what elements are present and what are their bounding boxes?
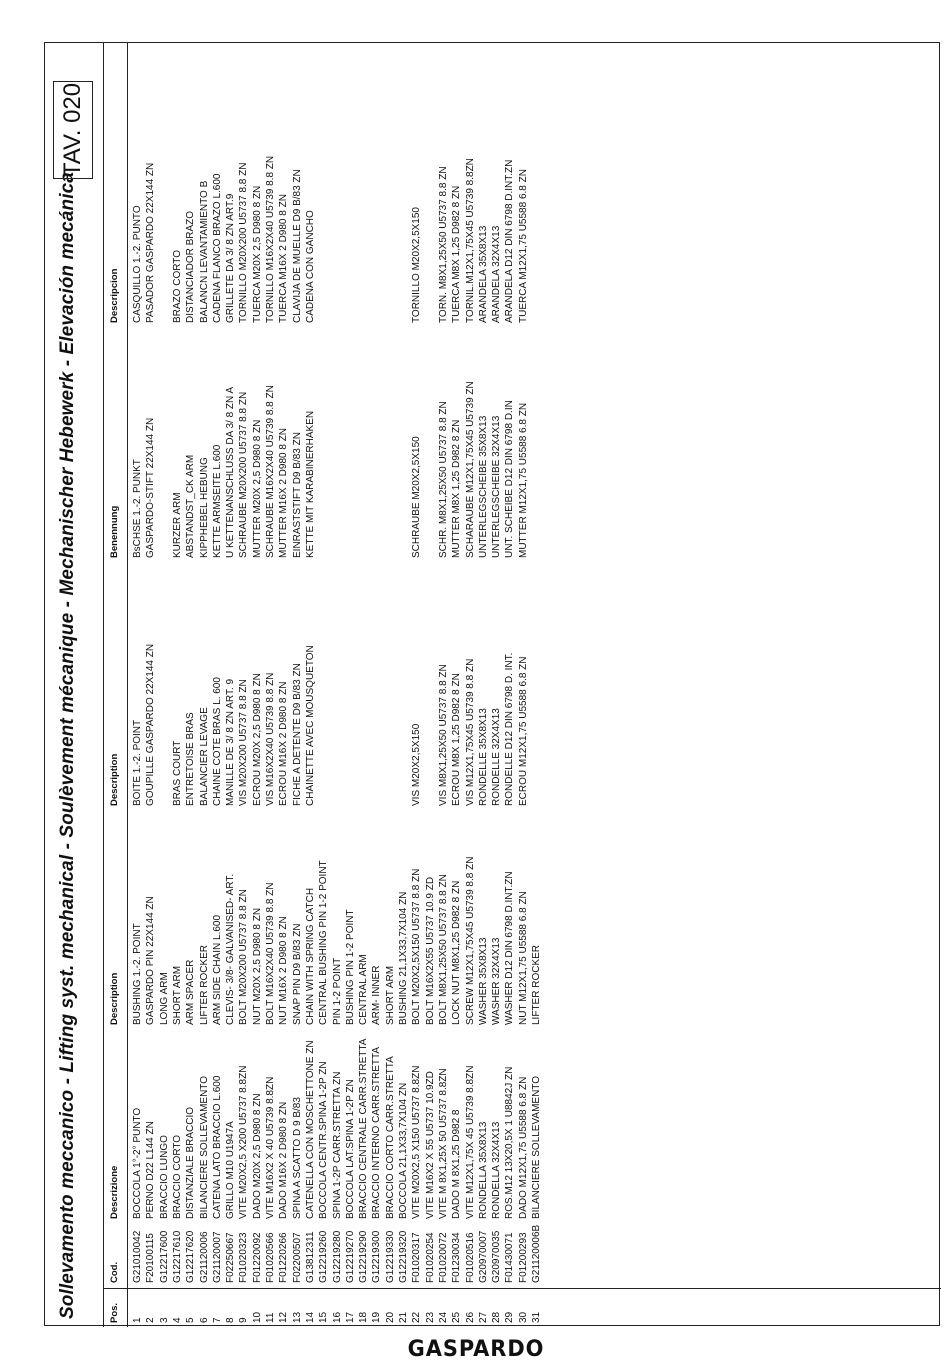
cell-it: ROS.M12 13X20,5X 1 U8842J ZN xyxy=(504,1066,516,1219)
cell-it: BOCCOLA LAT.SPINA 1-2P ZN xyxy=(344,1079,356,1219)
cell-en: BOLT M16X2X40 U5739 8.8 ZN xyxy=(265,882,276,1025)
cell-pos: 31 xyxy=(531,1311,542,1323)
cell-pos: 17 xyxy=(344,1311,356,1323)
cell-pos: 10 xyxy=(251,1311,263,1323)
cell-cod: F02250667 xyxy=(225,1232,237,1283)
cell-cod: G21120007 xyxy=(211,1231,223,1283)
cell-pos: 9 xyxy=(238,1317,250,1323)
cell-it: BRACCIO CORTO CARR.STRETTA xyxy=(384,1056,396,1219)
cell-es: TORNILLO M16X2X40 U5739 8.8 ZN xyxy=(265,155,276,323)
header-description-en: Description xyxy=(109,972,120,1025)
cell-cod: F02200507 xyxy=(291,1232,303,1283)
cell-en: BOLT M16X2X55 U5737 10.9 ZD xyxy=(424,876,436,1025)
cell-en: SHORT ARM xyxy=(384,965,396,1025)
header-pos: Pos. xyxy=(109,1302,120,1323)
cell-en: LIFTER ROCKER xyxy=(198,944,210,1025)
cell-pos: 26 xyxy=(464,1311,476,1323)
cell-pos: 24 xyxy=(437,1311,449,1323)
table-row xyxy=(410,43,424,1327)
cell-en: ARM SPACER xyxy=(185,959,197,1025)
cell-it: DADO M20X 2,5 D980 8 ZN xyxy=(251,1093,263,1219)
cell-pos: 13 xyxy=(291,1311,303,1323)
table-row xyxy=(490,43,504,1327)
cell-it: BOCCOLA CENTR.SPINA 1-2P ZN xyxy=(318,1061,330,1219)
cell-cod: G20970035 xyxy=(491,1230,503,1283)
cell-es: CADENA CON GANCHO xyxy=(304,210,316,323)
cell-fr: BRAS COURT xyxy=(171,740,183,806)
cell-de: SCHRAUBE M16X2X40 U5739 8.8 ZN xyxy=(265,385,276,558)
cell-fr: ECROU M16X 2 D980 8 ZN xyxy=(278,681,290,806)
cell-fr: ECROU M12X1,75 U5588 6.8 ZN xyxy=(517,656,529,806)
cell-es: BALANCN LEVANTAMIENTO B xyxy=(198,180,210,323)
cell-es: TORN. M8X1,25X50 U5737 8.8 ZN xyxy=(437,166,449,323)
cell-de: ABSTANDST_CK ARM xyxy=(185,454,197,558)
cell-de: KIPPHEBEL HEBUNG xyxy=(198,457,210,558)
table-row xyxy=(464,43,478,1327)
table-row xyxy=(237,43,251,1327)
table-row xyxy=(277,43,291,1327)
cell-en: SNAP PIN D9 B/83 ZN xyxy=(291,923,303,1025)
cell-en: CLEVIS- 3/8- GALVANISED- ART. xyxy=(225,873,237,1025)
table-row xyxy=(131,43,145,1327)
table-row xyxy=(530,43,544,1327)
cell-en: WASHER D12 DIN 6798 D.INT.ZN xyxy=(504,871,516,1025)
cell-en: CENTRAL BUSHING PIN 1-2 POINT xyxy=(318,860,330,1025)
cell-cod: G12219280 xyxy=(331,1230,343,1283)
cell-en: BUSHING 1.-2. POINT xyxy=(132,923,143,1025)
cell-es: CASQUILLO 1.-2. PUNTO xyxy=(132,205,143,323)
cell-fr: VIS M16X2X40 U5739 8.8 ZN xyxy=(265,672,276,806)
cell-es: DISTANCIADOR BRAZO xyxy=(185,210,197,323)
cell-de: SCHARAUBE M12X1,75X45 U5739 ZN xyxy=(464,381,476,558)
cell-cod: F20100115 xyxy=(145,1233,157,1283)
cell-pos: 29 xyxy=(504,1311,516,1323)
cell-fr: VIS M12X1,75X45 U5739 8.8 ZN xyxy=(464,658,476,806)
cell-fr: MANILLE DE 3/ 8 ZN ART. 9 xyxy=(225,678,237,806)
cell-pos: 5 xyxy=(185,1317,197,1323)
cell-en: BOLT M20X2,5X150 U5737 8.8 ZN xyxy=(411,868,423,1025)
cell-cod: F01220092 xyxy=(251,1232,263,1283)
cell-fr: CHAINETTE AVEC MOUSQUETON xyxy=(304,645,316,806)
header-cod: Cod. xyxy=(109,1261,120,1283)
cell-cod: F01020566 xyxy=(265,1232,276,1283)
cell-de: EINRASTSTIFT D9 B/83 ZN xyxy=(291,432,303,558)
cell-cod: G12219320 xyxy=(398,1230,409,1283)
cell-de: MUTTER M16X 2 D980 8 ZN xyxy=(278,427,290,558)
table-row xyxy=(304,43,318,1327)
table-row xyxy=(344,43,358,1327)
cell-cod: G12219300 xyxy=(371,1230,383,1283)
cell-fr: BOITE 1.-2. POINT xyxy=(132,719,143,806)
table-row xyxy=(384,43,398,1327)
cell-es: TORNIL.M12X1,75X45 U5739 8.8ZN xyxy=(464,158,476,323)
cell-pos: 19 xyxy=(371,1311,383,1323)
cell-cod: G12217610 xyxy=(171,1230,183,1283)
cell-pos: 8 xyxy=(225,1317,237,1323)
cell-en: GASPARDO PIN 22X144 ZN xyxy=(145,896,157,1025)
table-row xyxy=(331,43,345,1327)
cell-it: BRACCIO CORTO xyxy=(171,1134,183,1219)
cell-cod: F01020254 xyxy=(424,1232,436,1283)
header-descrizione: Descrizione xyxy=(109,1165,120,1219)
cell-en: NUT M12X1,75 U5588 6.8 ZN xyxy=(517,891,529,1025)
cell-en: BUSHING 21,1X33,7X104 ZN xyxy=(398,891,409,1025)
cell-en: PIN 1-2 POINT xyxy=(331,957,343,1025)
cell-en: BOLT M20X200 U5737 8.8 ZN xyxy=(238,889,250,1025)
cell-fr: RONDELLE 35X8X13 xyxy=(477,708,489,806)
cell-it: VITE M20X2,5 X200 U5737 8.8ZN xyxy=(238,1065,250,1219)
cell-cod: G13812311 xyxy=(304,1231,316,1283)
cell-pos: 2 xyxy=(145,1317,157,1323)
cell-en: ARM- INNER xyxy=(371,965,383,1025)
cell-fr: ECROU M20X 2,5 D980 8 ZN xyxy=(251,673,263,806)
cell-it: SPINA 1-2P CARR.STRETTA ZN xyxy=(331,1071,343,1219)
cell-it: BILANCIERE SOLLEVAMENTO xyxy=(198,1075,210,1219)
cell-pos: 3 xyxy=(158,1317,170,1323)
cell-de: KETTE MIT KARABINERHAKEN xyxy=(304,410,316,558)
cell-fr: BALANCIER LEVAGE xyxy=(198,707,210,806)
cell-pos: 12 xyxy=(278,1311,290,1323)
cell-cod: F01430071 xyxy=(504,1232,516,1283)
cell-it: BOCCOLA 21,1X33,7X104 ZN xyxy=(398,1082,409,1219)
cell-de: MUTTER M20X 2,5 D980 8 ZN xyxy=(251,419,263,558)
table-row xyxy=(317,43,331,1327)
cell-it: DADO M 8X1,25 D982 8 xyxy=(451,1109,463,1219)
cell-pos: 1 xyxy=(132,1317,143,1323)
rotated-sheet xyxy=(45,43,941,1327)
cell-it: VITE M20X2,5 X150 U5737 8.8ZN xyxy=(411,1065,423,1219)
cell-en: SCREW M12X1,75X45 U5739 8.8 ZN xyxy=(464,856,476,1025)
cell-de: UNTERLEGSCHEIBE 35X8X13 xyxy=(477,415,489,558)
cell-es: BRAZO CORTO xyxy=(171,250,183,323)
cell-it: BOCCOLA 1°-2° PUNTO xyxy=(132,1107,143,1219)
cell-de: BsCHSE 1.-2. PUNKT xyxy=(132,459,143,558)
table-row xyxy=(424,43,438,1327)
cell-it: SPINA A SCATTO D 9 B/83 xyxy=(291,1097,303,1219)
cell-it: DISTANZIALE BRACCIO xyxy=(185,1106,197,1219)
cell-it: RONDELLA 35X8X13 xyxy=(477,1121,489,1219)
cell-fr: RONDELLE 32X4X13 xyxy=(491,708,503,806)
cell-cod: G12219260 xyxy=(318,1230,330,1283)
cell-en: CHAIN WITH SPRING CATCH xyxy=(304,887,316,1025)
cell-fr: GOUPILLE GASPARDO 22X144 ZN xyxy=(145,643,157,806)
table-row xyxy=(357,43,371,1327)
cell-cod: G12217600 xyxy=(158,1230,170,1283)
cell-de: MUTTER M12X1,75 U5588 6.8 ZN xyxy=(517,402,529,558)
cell-es: TUERCA M20X 2,5 D980 8 ZN xyxy=(251,185,263,323)
cell-en: BOLT M8X1,25X50 U5737 8.8 ZN xyxy=(437,874,449,1025)
cell-pos: 27 xyxy=(477,1311,489,1323)
cell-de: MUTTER M8X 1,25 D982 8 ZN xyxy=(451,419,463,558)
cell-de: U KETTENANSCHLUSS DA 3/ 8 ZN A xyxy=(225,386,237,558)
table-row xyxy=(291,43,305,1327)
cell-fr: VIS M20X2,5X150 xyxy=(411,723,423,806)
cell-es: CLAVIJA DE MUELLE D9 B/83 ZN xyxy=(291,169,303,323)
cell-en: LONG ARM xyxy=(158,972,170,1025)
cell-pos: 23 xyxy=(424,1311,436,1323)
cell-en: NUT M16X 2 D980 8 ZN xyxy=(278,916,290,1025)
table-row xyxy=(450,43,464,1327)
cell-it: VITE M12X1,75X 45 U5739 8.8ZN xyxy=(464,1065,476,1219)
page-frame xyxy=(44,42,940,1326)
cell-fr: ENTRETOISE BRAS xyxy=(185,712,197,806)
cell-cod: G12219290 xyxy=(358,1230,370,1283)
header-benennung: Benennung xyxy=(109,505,120,558)
cell-fr: FICHE A DETENTE D9 B/83 ZN xyxy=(291,663,303,806)
cell-pos: 15 xyxy=(318,1311,330,1323)
cell-pos: 25 xyxy=(451,1311,463,1323)
cell-de: GASPARDO-STIFT 22X144 ZN xyxy=(145,417,157,558)
cell-pos: 14 xyxy=(304,1311,316,1323)
cell-it: BRACCIO LUNGO xyxy=(158,1135,170,1219)
cell-de: KETTE ARMSEITE L.600 xyxy=(211,444,223,558)
cell-de: KURZER ARM xyxy=(171,492,183,558)
cell-cod: G20970007 xyxy=(477,1230,489,1283)
cell-it: VITE M16X2 X 40 U5739 8.8ZN xyxy=(265,1076,276,1219)
cell-es: ARANDELA 32X4X13 xyxy=(491,225,503,323)
cell-cod: F01200293 xyxy=(517,1232,529,1283)
cell-es: GRILLETE DA 3/ 8 ZN ART.9 xyxy=(225,193,237,323)
cell-de: UNTERLEGSCHEIBE 32X4X13 xyxy=(491,415,503,558)
cell-pos: 16 xyxy=(331,1311,343,1323)
table-row xyxy=(144,43,158,1327)
table-row xyxy=(198,43,212,1327)
cell-fr: ECROU M8X 1,25 D982 8 ZN xyxy=(451,673,463,806)
cell-it: DADO M12X1,75 U5588 6.8 ZN xyxy=(517,1076,529,1219)
cell-it: VITE M 8X1,25X 50 U5737 8.8ZN xyxy=(437,1068,449,1219)
table-row xyxy=(224,43,238,1327)
cell-cod: G21010042 xyxy=(132,1230,143,1283)
cell-pos: 21 xyxy=(398,1311,409,1323)
cell-cod: G12219330 xyxy=(384,1230,396,1283)
cell-cod: F01230034 xyxy=(451,1232,463,1283)
cell-it: RONDELLA 32X4X13 xyxy=(491,1121,503,1219)
cell-it: BRACCIO INTERNO CARR.STRETTA xyxy=(371,1046,383,1219)
cell-es: TORNILLO M20X2,5X150 xyxy=(411,207,423,323)
cell-es: TUERCA M16X 2 D980 8 ZN xyxy=(278,194,290,323)
cell-es: PASADOR GASPARDO 22X144 ZN xyxy=(145,162,157,323)
cell-it: VITE M16X2 X 55 U5737 10.9ZD xyxy=(424,1071,436,1219)
brand-logo: GASPARDO xyxy=(407,1337,545,1362)
cell-en: WASHER 35X8X13 xyxy=(477,937,489,1025)
cell-de: UNT. SCHEIBE D12 DIN 6798 D.IN xyxy=(504,400,516,558)
table-row xyxy=(397,43,411,1327)
table-code-box: TAV. 020 xyxy=(53,81,93,179)
cell-fr: CHAINE COTE BRAS L. 600 xyxy=(211,677,223,806)
table-row xyxy=(437,43,451,1327)
cell-pos: 20 xyxy=(384,1311,396,1323)
cell-cod: G21120006 xyxy=(198,1231,210,1283)
table-row xyxy=(171,43,185,1327)
cell-cod: F01020323 xyxy=(238,1232,250,1283)
cell-es: ARANDELA 35X8X13 xyxy=(477,225,489,323)
cell-cod: F01220266 xyxy=(278,1232,290,1283)
header-descripcion: Descripcion xyxy=(109,268,120,323)
cell-pos: 22 xyxy=(411,1311,423,1323)
cell-it: BRACCIO CENTRALE CARR.STRETTA xyxy=(358,1038,370,1219)
cell-it: CATENA LATO BRACCIO L.600 xyxy=(211,1075,223,1219)
cell-en: ARM SIDE CHAIN L.600 xyxy=(211,914,223,1025)
cell-cod: F01020317 xyxy=(411,1232,423,1283)
cell-cod: F01020072 xyxy=(437,1232,449,1283)
cell-pos: 18 xyxy=(358,1311,370,1323)
table-row xyxy=(211,43,225,1327)
cell-fr: VIS M8X1,25X50 U5737 8.8 ZN xyxy=(437,664,449,806)
table-row xyxy=(370,43,384,1327)
header-divider xyxy=(103,43,104,1327)
cell-en: CENTRAL ARM xyxy=(358,954,370,1025)
cell-de: SCHRAUBE M20X2,5X150 xyxy=(411,436,423,558)
cell-pos: 4 xyxy=(171,1317,183,1323)
cell-pos: 28 xyxy=(491,1311,503,1323)
cell-en: WASHER 32X4X13 xyxy=(491,937,503,1025)
table-row xyxy=(503,43,517,1327)
cell-it: CATENELLA CON MOSCHETTONE ZN xyxy=(304,1040,316,1219)
table-row xyxy=(264,43,278,1327)
cell-cod: F01020516 xyxy=(464,1232,476,1283)
table-row xyxy=(251,43,265,1327)
cell-es: TUERCA M12X1,75 U5588 6.8 ZN xyxy=(517,169,529,323)
header-description-fr: Description xyxy=(109,753,120,806)
cell-en: SHORT ARM xyxy=(171,965,183,1025)
cell-es: ARANDELA D12 DIN 6798 D.INT.ZN xyxy=(504,159,516,323)
table-row xyxy=(477,43,491,1327)
cell-es: TORNILLO M20X200 U5737 8.8 ZN xyxy=(238,162,250,323)
table-row xyxy=(517,43,531,1327)
cell-de: SCHR. M8X1,25X50 U5737 8.8 ZN xyxy=(437,401,449,558)
cell-de: SCHRAUBE M20X200 U5737 8.8 ZN xyxy=(238,391,250,558)
cell-es: TUERCA M8X 1,25 D982 8 ZN xyxy=(451,185,463,323)
cell-pos: 6 xyxy=(198,1317,210,1323)
cell-it: GRILLO M10 U1947A xyxy=(225,1121,237,1219)
table-row xyxy=(158,43,172,1327)
table-row xyxy=(184,43,198,1327)
cell-en: LIFTER ROCKER xyxy=(531,944,542,1025)
cell-it: BILANCIERE SOLLEVAMENTO xyxy=(531,1075,542,1219)
cell-cod: G12217620 xyxy=(185,1230,197,1283)
cell-it: PERNO D22 L144 ZN xyxy=(145,1121,157,1219)
cell-cod: G12219270 xyxy=(344,1230,356,1283)
cell-pos: 11 xyxy=(265,1312,276,1323)
cell-pos: 30 xyxy=(517,1311,529,1323)
cell-pos: 7 xyxy=(211,1317,223,1323)
cell-cod: G21120006B xyxy=(531,1224,542,1283)
cell-en: LOCK NUT M8X1,25 D982 8 ZN xyxy=(451,880,463,1025)
cell-en: NUT M20X 2,5 D980 8 ZN xyxy=(251,907,263,1025)
cell-fr: VIS M20X200 U5737 8.8 ZN xyxy=(238,679,250,806)
cell-en: BUSHING PIN 1-2 POINT xyxy=(344,909,356,1025)
cell-it: DADO M16X 2 D980 8 ZN xyxy=(278,1101,290,1219)
cell-fr: RONDELLE D12 DIN 6798 D. INT. xyxy=(504,652,516,806)
cell-es: CADENA FLANCO BRAZO L.600 xyxy=(211,173,223,323)
data-divider xyxy=(127,43,128,1327)
page-title: Sollevamento meccanico - Lifting syst. mechanical - Soulèvement mécanique - Mechanischer Hebewerk - Elevación mecánica xyxy=(57,172,78,1319)
